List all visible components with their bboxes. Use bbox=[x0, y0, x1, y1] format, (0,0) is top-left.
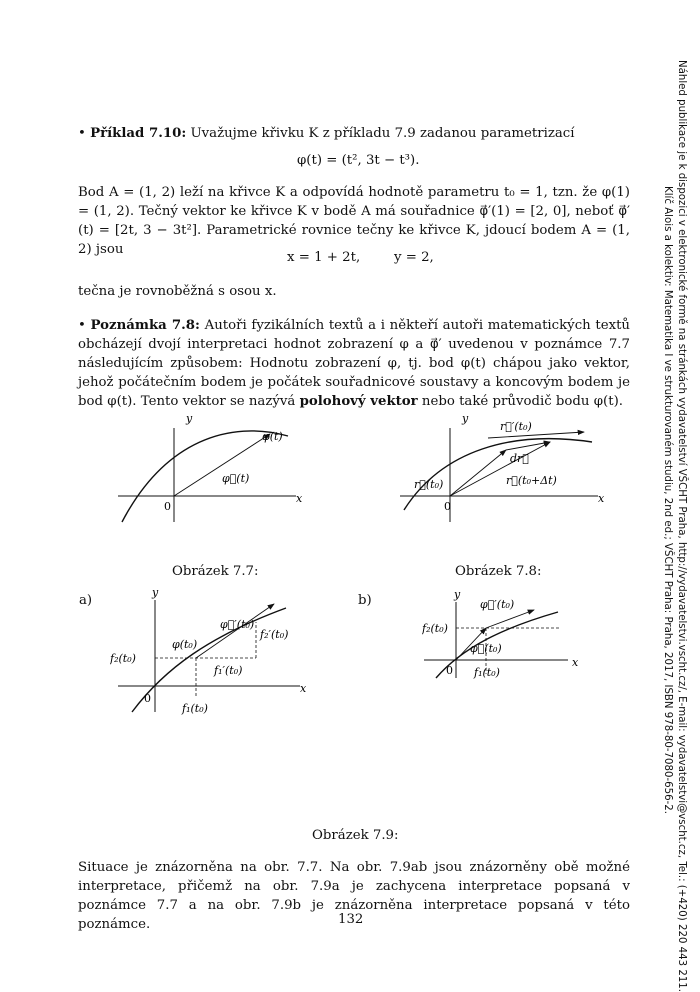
remark-title: Poznámka 7.8: bbox=[90, 318, 200, 333]
caption-fig-7-9: Obrázek 7.9: bbox=[312, 828, 399, 843]
vector-r-t0-dt bbox=[450, 442, 550, 496]
side-note-line2: Klíč Alois a kolektiv: Matematika I ve strukturovaném studiu, 2nd ed.; VŠCHT Praha: Praha, 2017, ISBN 978-80-7080-656-2. bbox=[662, 186, 673, 814]
origin-label: 0 bbox=[144, 692, 151, 705]
dr-label: dr⃗ bbox=[510, 452, 529, 465]
phi-label: φ(t₀) bbox=[172, 638, 198, 651]
r-t0-label: r⃗(t₀) bbox=[414, 478, 444, 491]
tangent-label: r⃗′(t₀) bbox=[500, 420, 532, 433]
tangent-vector bbox=[486, 610, 534, 628]
phi-vector-label: φ⃗(t₀) bbox=[470, 642, 502, 655]
panel-b-label: b) bbox=[358, 593, 372, 608]
figure-7-9a bbox=[110, 586, 320, 716]
f2-label: f₂(t₀) bbox=[422, 622, 448, 635]
f2-label: f₂(t₀) bbox=[110, 652, 136, 665]
example-formula: φ(t) = (t², 3t − t³). bbox=[297, 153, 420, 168]
example-heading bbox=[78, 124, 630, 143]
x-label: x bbox=[300, 682, 307, 695]
caption-fig-7-8: Obrázek 7.8: bbox=[455, 564, 542, 579]
vector-r-t0 bbox=[450, 450, 506, 496]
remark-body-2: nebo také průvodič bodu φ(t). bbox=[417, 394, 623, 409]
remark-bold-term: polohový vektor bbox=[299, 394, 418, 409]
position-vector bbox=[174, 434, 270, 496]
bullet: • bbox=[78, 126, 86, 141]
x-label: x bbox=[296, 492, 303, 505]
bullet: • bbox=[78, 318, 86, 333]
origin-label: 0 bbox=[444, 500, 451, 513]
x-label: x bbox=[598, 492, 605, 505]
caption-fig-7-7: Obrázek 7.7: bbox=[172, 564, 259, 579]
closing-paragraph: Situace je znázorněna na obr. 7.7. Na obr. 7.9ab jsou znázorněny obě možné interpretace, přičemž na obr. 7.9a je zachycena interpretace popsaná v poznámce 7.7 a na obr. 7.9b je znázorněna interpretace popsaná v této poznámce. bbox=[78, 860, 630, 932]
tangent-equations: x = 1 + 2t, y = 2, bbox=[287, 250, 434, 265]
page-number: 132 bbox=[338, 912, 364, 927]
example-title: Příklad 7.10: bbox=[90, 126, 187, 141]
example-conclusion: tečna je rovnoběžná s osou x. bbox=[78, 284, 277, 299]
panel-a-label: a) bbox=[79, 593, 93, 608]
figure-7-8 bbox=[392, 410, 612, 530]
side-note bbox=[660, 60, 688, 992]
f2-prime-label: f₂′(t₀) bbox=[260, 628, 289, 641]
phi-prime-label: φ⃗′(t₀) bbox=[220, 618, 255, 631]
f1-prime-label: f₁′(t₀) bbox=[214, 664, 243, 677]
f1-label: f₁(t₀) bbox=[182, 702, 208, 715]
origin-label: 0 bbox=[446, 664, 453, 677]
remark-body-1: Autoři fyzikálních textů a i někteří autoři matematických textů obcházejí dvojí interpretaci hodnot zobrazení φ a φ⃗′ uvedenou v poznámce 7.7 následujícím způsobem: Hodnotu zobrazení φ, tj. bod φ(t) chápou jako vektor, jehož počátečním bodem je počátek souřadnicové soustavy a koncovým bodem je bod φ(t). Tento vektor se nazývá bbox=[78, 318, 630, 409]
origin-label: 0 bbox=[164, 500, 171, 513]
curve-label: φ(t) bbox=[262, 430, 283, 443]
x-label: x bbox=[572, 656, 579, 669]
y-label: y bbox=[186, 412, 193, 425]
side-note-line1: Náhled publikace je k dispozici v elektronické formě na stránkách vydavatelství VŠCHT Praha, http://vydavatelstvi.vscht.cz/, E-mail: vydavatelstvi@vscht.cz, Tel.: (+420) 220 443 211. bbox=[676, 60, 687, 992]
f1-label: f₁(t₀) bbox=[474, 666, 500, 679]
figure-7-9b bbox=[422, 586, 592, 706]
y-label: y bbox=[454, 588, 461, 601]
r-t0-dt-label: r⃗(t₀+Δt) bbox=[506, 474, 557, 487]
figure-7-7 bbox=[110, 410, 310, 530]
y-label: y bbox=[462, 412, 469, 425]
remark-paragraph bbox=[78, 316, 630, 411]
vector-label: φ⃗(t) bbox=[222, 472, 250, 485]
curve bbox=[404, 439, 592, 510]
phi-prime-label: φ⃗′(t₀) bbox=[480, 598, 515, 611]
example-body: Bod A = (1, 2) leží na křivce K a odpovídá hodnotě parametru t₀ = 1, tzn. že φ(1) = (1, 2). Tečný vektor ke křivce K v bodě A má souřadnice φ⃗′(1) = [2, 0], neboť φ⃗′(t) = [2t, 3 − 3t²]. Parametrické rovnice tečny ke křivce K, jdoucí bodem A = (1, 2) jsou bbox=[78, 185, 630, 257]
example-intro: Uvažujme křivku K z příkladu 7.9 zadanou parametrizací bbox=[190, 126, 575, 141]
y-label: y bbox=[152, 586, 159, 599]
